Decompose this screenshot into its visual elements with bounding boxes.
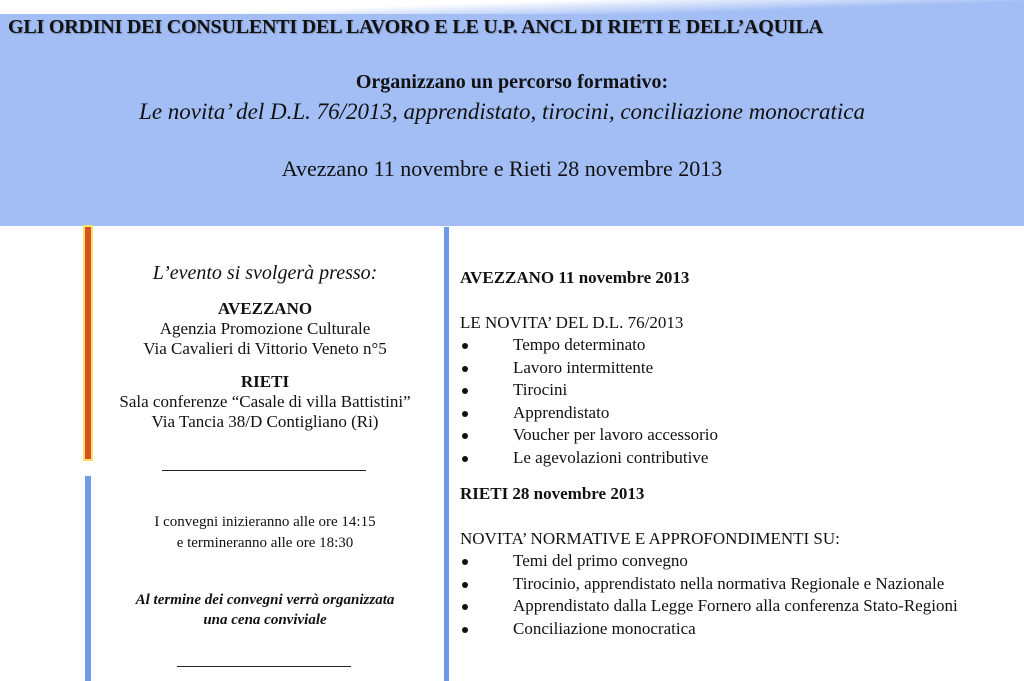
list-item [460,424,1020,447]
dinner-line-2: una cena conviviale [203,612,327,628]
start-time: I convegni inizieranno alle ore 14:15 [154,514,376,530]
venue-address: Via Tancia 38/D Contigliano (Ri) [151,412,379,431]
list-item [460,550,1020,573]
end-time: e termineranno alle ore 18:30 [176,535,354,551]
header-banner [0,0,1024,226]
venue-address: Via Cavalieri di Vittorio Veneto n°5 [143,339,387,358]
section-subheading: LE NOVITA’ DEL D.L. 76/2013 [460,313,684,332]
venue-city: AVEZZANO [217,299,313,318]
topic-label: Le agevolazioni contributive [513,447,709,467]
column-divider [444,227,449,681]
topic-label: Temi del primo convegno [513,551,688,570]
separator-line [177,666,351,667]
venue-city: RIETI [240,372,290,391]
dinner-line-1: Al termine dei convegni verrà organizzata [135,592,395,608]
program-section-avezzano [460,267,1020,469]
topic-label: Tirocini [513,380,568,399]
topic-label: Voucher per lavoro accessorio [513,425,719,444]
topic-list [460,550,1020,640]
list-item [460,334,1020,357]
venues-intro: L’evento si svolgerà presso: [152,262,378,284]
program-section-rieti [460,483,1020,640]
topic-label: Apprendistato dalla Legge Fornero alla conferenza Stato-Regioni [513,596,958,615]
topic-label: Tempo determinato [513,335,646,354]
course-title: Le novita’ del D.L. 76/2013, apprendistato, tirocini, conciliazione monocratica [139,99,865,124]
venue-rieti [100,372,430,432]
venues-panel [100,262,430,445]
list-item [460,618,1020,641]
dinner-note [100,590,430,630]
event-dates: Avezzano 11 novembre e Rieti 28 novembre 2013 [281,156,723,181]
list-item [460,573,1020,596]
bullet-icon [462,411,468,417]
section-subheading: NOVITA’ NORMATIVE E APPROFONDIMENTI SU: [460,529,840,548]
venue-name: Agenzia Promozione Culturale [159,319,371,338]
bullet-icon [462,559,468,565]
bullet-icon [462,433,468,439]
list-item [460,357,1020,380]
bullet-icon [462,456,468,462]
section-heading: AVEZZANO 11 novembre 2013 [460,268,690,287]
bullet-icon [462,604,468,610]
list-item [460,402,1020,425]
decorative-red-bar [85,227,91,459]
list-item [460,595,1020,618]
bullet-icon [462,627,468,633]
bullet-icon [462,343,468,349]
schedule-times [100,512,430,554]
organizers-title: GLI ORDINI DEI CONSULENTI DEL LAVORO E LE U.P. ANCL DI RIETI E DELL’AQUILA [8,16,823,38]
venue-avezzano [100,299,430,359]
bullet-icon [462,388,468,394]
topic-label: Tirocinio, apprendistato nella normativa Regionale e Nazionale [513,573,945,593]
program-panel [460,267,1020,640]
section-heading: RIETI 28 novembre 2013 [460,484,645,503]
separator-line [162,470,366,471]
bullet-icon [462,582,468,588]
decorative-blue-bar-left [85,476,91,681]
header-sheen [0,0,1024,14]
bullet-icon [462,366,468,372]
venue-name: Sala conferenze “Casale di villa Battistini” [119,392,411,411]
topic-label: Conciliazione monocratica [513,618,696,638]
topic-list [460,334,1020,469]
list-item [460,379,1020,402]
list-item [460,447,1020,470]
topic-label: Lavoro intermittente [513,357,654,377]
subtitle: Organizzano un percorso formativo: [355,71,669,93]
topic-label: Apprendistato [513,402,610,422]
